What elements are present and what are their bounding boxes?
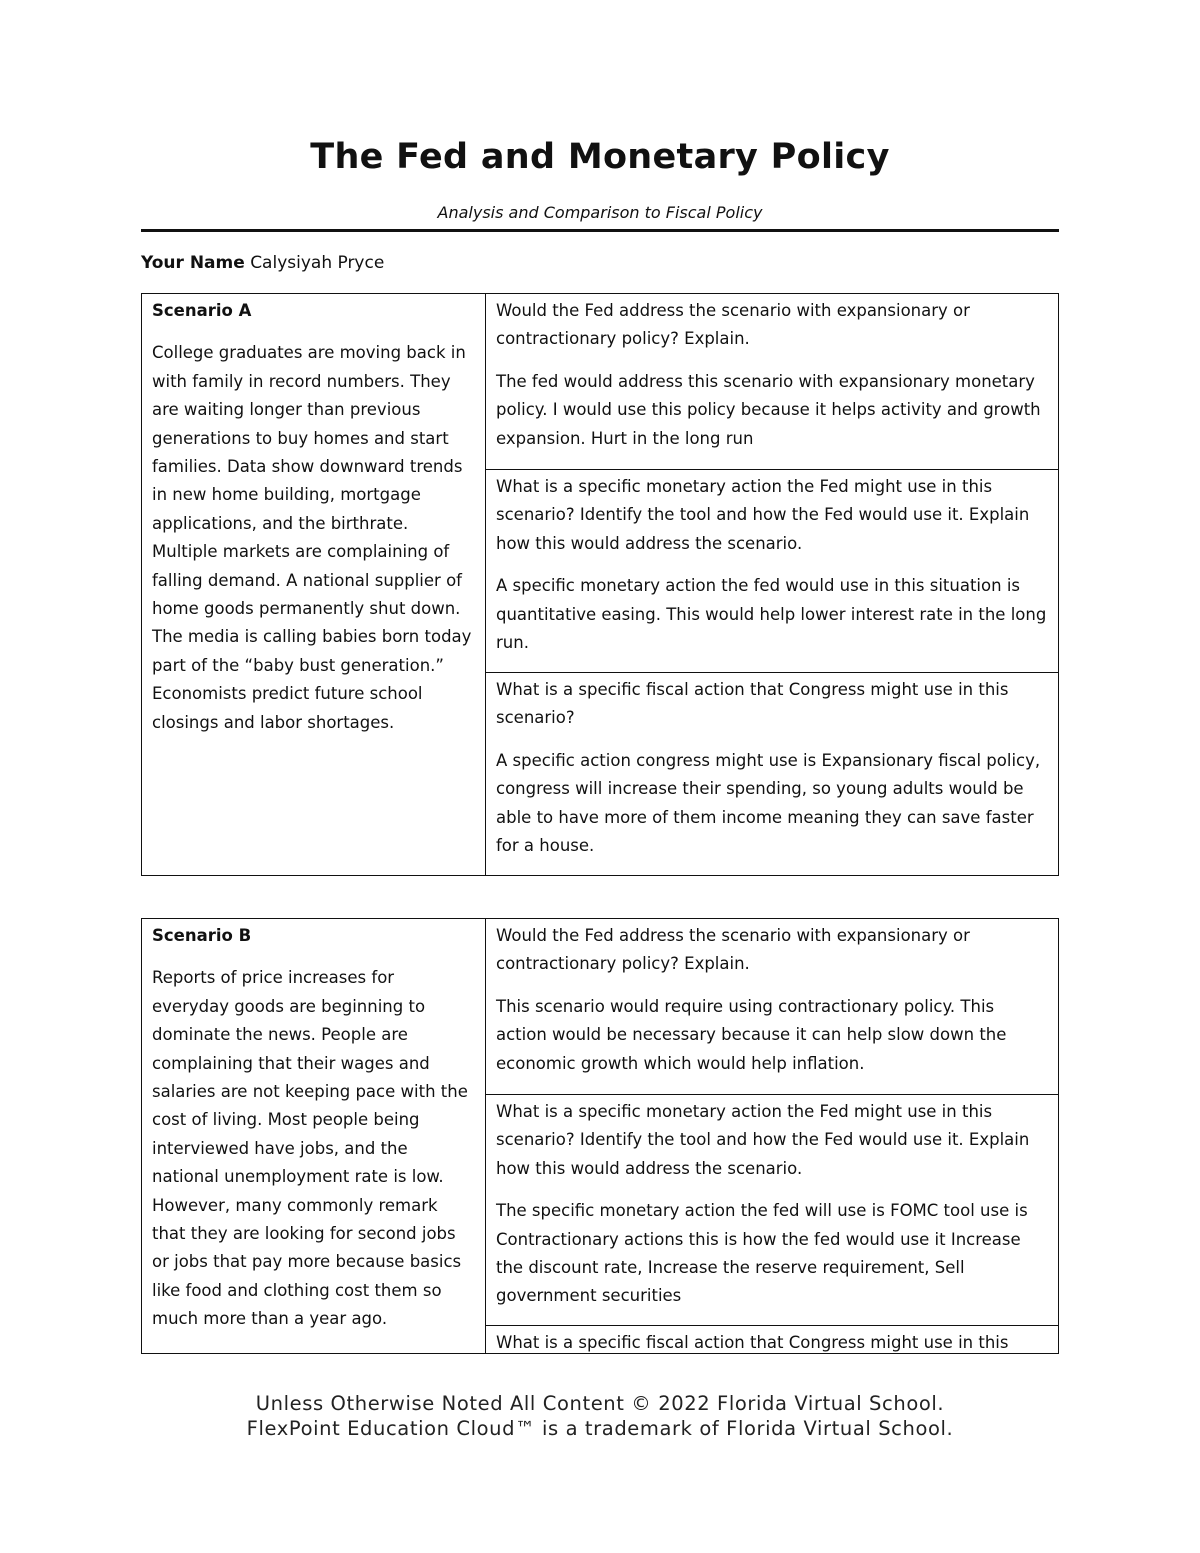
scenario-a-question-3: What is a specific fiscal action that Congress might use in this scenario?: [496, 680, 1009, 728]
student-name-line: [141, 253, 384, 273]
scenario-a-questions: [486, 294, 1058, 875]
scenario-a-question-cell-2: [486, 470, 1058, 673]
scenario-a-question-1: Would the Fed address the scenario with expansionary or contractionary policy? Explain.: [496, 301, 970, 349]
scenario-b-answer-2: The specific monetary action the fed will use is FOMC tool use is Contractionary actions this is how the fed would use it Increase the discount rate, Increase the reserve requirement, Sell government securities: [496, 1201, 1028, 1306]
scenario-a-question-cell-3: [486, 673, 1058, 875]
scenario-b-questions: [486, 919, 1058, 1353]
scenario-b-description: Reports of price increases for everyday goods are beginning to dominate the news. People are complaining that their wages and salaries are not keeping pace with the cost of living. Most people being interviewed have jobs, and the national unemployment rate is low. However, many commonly remark that they are looking for second jobs or jobs that pay more because basics like food and clothing cost them so much more than a year ago.: [152, 968, 468, 1329]
footer-line-1: Unless Otherwise Noted All Content © 2022 Florida Virtual School.: [255, 1392, 945, 1415]
scenario-b-question-1: Would the Fed address the scenario with expansionary or contractionary policy? Explain.: [496, 926, 970, 974]
scenario-a-description-cell: [142, 294, 486, 875]
scenario-a-question-cell-1: [486, 294, 1058, 470]
scenario-a-question-2: What is a specific monetary action the Fed might use in this scenario? Identify the tool and how the Fed would use it. Explain how this would address the scenario.: [496, 477, 1030, 553]
copyright-footer: [0, 1391, 1200, 1441]
scenario-b-question-cell-1: [486, 919, 1058, 1095]
scenario-b-answer-1: This scenario would require using contractionary policy. This action would be necessary because it can help slow down the economic growth which would help inflation.: [496, 996, 1007, 1073]
name-value: Calysiyah Pryce: [250, 253, 385, 273]
scenario-a-heading: Scenario A: [152, 301, 252, 320]
page-title: The Fed and Monetary Policy: [310, 137, 890, 177]
scenario-b-heading: Scenario B: [152, 926, 252, 945]
scenario-a-description: College graduates are moving back in with family in record numbers. They are waiting longer than previous generations to buy homes and start families. Data show downward trends in new home building, mortgage applications, and the birthrate. Multiple markets are complaining of falling demand. A national supplier of home goods permanently shut down. The media is calling babies born today part of the “baby bust generation.” Economists predict future school closings and labor shortages.: [152, 343, 472, 732]
scenario-a-answer-3: A specific action congress might use is Expansionary fiscal policy, congress will increase their spending, so young adults would be able to have more of them income meaning they can save faster for a house.: [496, 750, 1041, 856]
page-subtitle: Analysis and Comparison to Fiscal Policy: [437, 203, 763, 222]
title-divider: [141, 229, 1059, 232]
scenario-a-answer-2: A specific monetary action the fed would use in this situation is quantitative easing. This would help lower interest rate in the long run.: [496, 576, 1047, 653]
scenario-b-question-2: What is a specific monetary action the Fed might use in this scenario? Identify the tool and how the Fed would use it. Explain how this would address the scenario.: [496, 1102, 1030, 1178]
name-label: Your Name: [141, 253, 245, 273]
scenario-b-question-cell-2: [486, 1095, 1058, 1326]
scenario-a-table: [141, 293, 1059, 876]
scenario-b-table: [141, 918, 1059, 1354]
scenario-b-question-cell-3: [486, 1326, 1058, 1353]
scenario-b-question-3: What is a specific fiscal action that Congress might use in this: [496, 1333, 1009, 1352]
footer-line-2: FlexPoint Education Cloud™ is a trademark of Florida Virtual School.: [246, 1417, 954, 1440]
scenario-a-answer-1: The fed would address this scenario with expansionary monetary policy. I would use this policy because it helps activity and growth expansion. Hurt in the long run: [496, 371, 1041, 448]
scenario-b-description-cell: [142, 919, 486, 1353]
